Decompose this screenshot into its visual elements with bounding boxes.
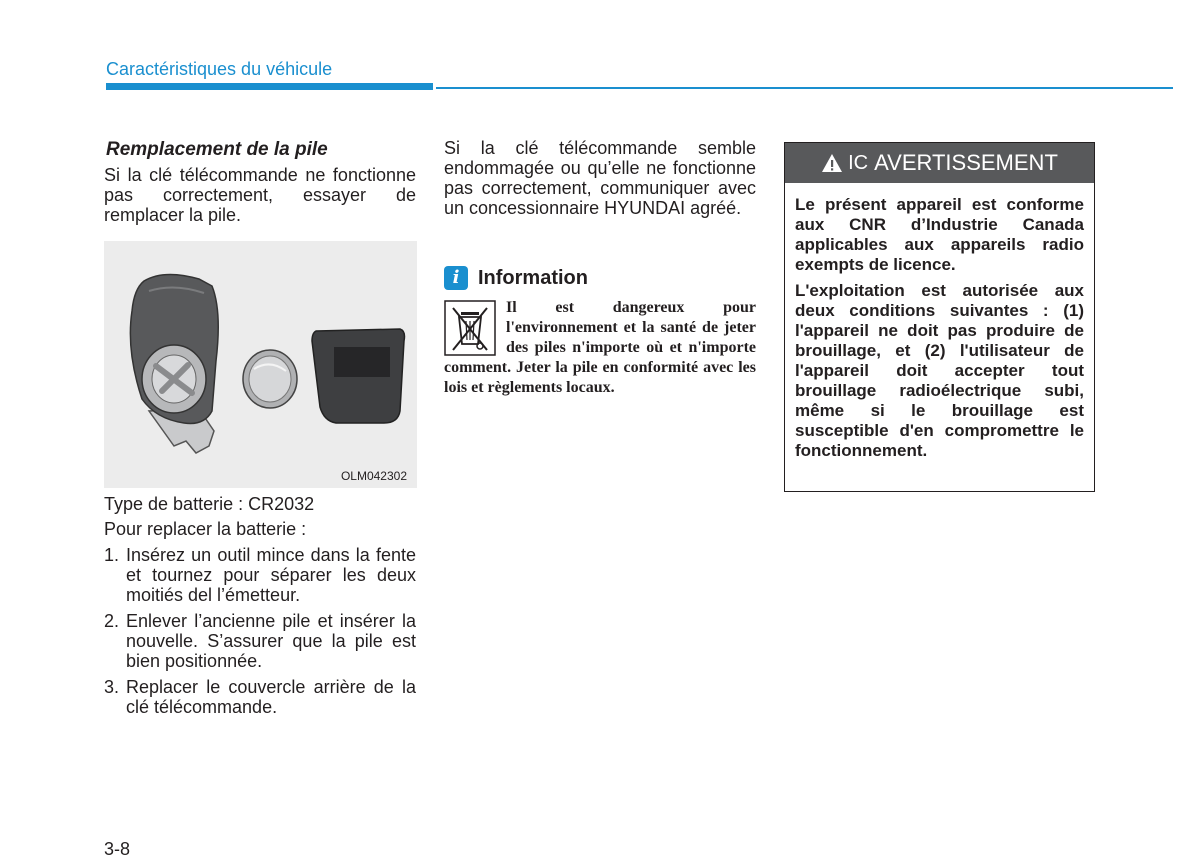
information-body: [444, 298, 756, 398]
step-number: 2.: [104, 611, 120, 631]
battery-replacement-heading: Remplacement de la pile: [106, 139, 328, 160]
information-title: Information: [478, 266, 588, 289]
warning-paragraph: Le présent appareil est conforme aux CNR d’Industrie Canada applicables aux appareils radio exempts de licence.: [795, 195, 1084, 274]
information-icon: i: [444, 266, 468, 290]
header-rule-thin: [436, 87, 1173, 89]
step-text: Replacer le couvercle arrière de la clé télécommande.: [126, 677, 416, 717]
warning-header: [785, 143, 1094, 183]
step-number: 3.: [104, 677, 120, 697]
step-text: Insérez un outil mince dans la fente et tournez pour séparer les deux moitiés del l’émetteur.: [126, 545, 416, 605]
warning-box: [784, 142, 1095, 492]
damaged-key-paragraph: Si la clé télécommande semble endommagée ou qu’elle ne fonctionne pas correctement, communiquer avec un concessionnaire HYUNDAI agréé.: [444, 138, 756, 218]
step-number: 1.: [104, 545, 120, 565]
crossed-out-bin-icon: [444, 300, 496, 356]
section-title: Caractéristiques du véhicule: [106, 59, 333, 79]
step-text: Enlever l’ancienne pile et insérer la nouvelle. S’assurer que la pile est bien positionnée.: [126, 611, 416, 671]
warning-paragraph: L'exploitation est autorisée aux deux conditions suivantes : (1) l'appareil ne doit pas produire de brouillage, et (2) l'utilisateur de l'appareil doit accepter tout brouillage radioélectrique subi, même si le brouillage est susceptible d'en compromettre le fonctionnement.: [795, 281, 1084, 460]
ic-label: IC: [848, 151, 869, 174]
header-rule-thick: [106, 83, 433, 90]
key-battery-illustration: [104, 241, 417, 488]
information-heading: [444, 266, 588, 290]
step-item: [104, 611, 416, 671]
step-item: [104, 677, 416, 717]
figure-code: OLM042302: [340, 469, 407, 483]
information-text: Il est dangereux pour l'environnement et la santé de jeter des piles n'importe où et n'importe comment. Jeter la pile en conformité avec les lois et règlements locaux.: [444, 299, 756, 396]
page-number: 3-8: [104, 839, 131, 859]
replace-intro-text: Pour replacer la batterie :: [104, 519, 307, 539]
warning-triangle-icon: [821, 153, 843, 173]
battery-intro-text: Si la clé télécommande ne fonctionne pas correctement, essayer de remplacer la pile.: [104, 165, 416, 225]
warning-title: AVERTISSEMENT: [874, 150, 1058, 175]
step-item: [104, 545, 416, 605]
battery-type-text: Type de batterie : CR2032: [104, 494, 315, 514]
key-battery-figure: [104, 241, 417, 488]
